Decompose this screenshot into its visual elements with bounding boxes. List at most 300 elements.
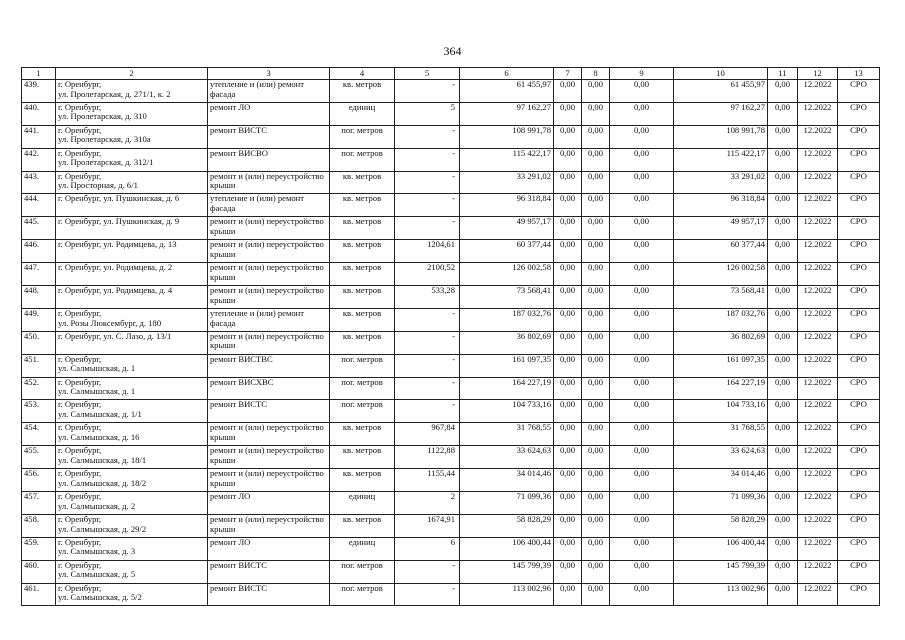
cost-col9-cell: 0,00 (610, 400, 674, 423)
funding-source-cell: СРО (838, 331, 880, 354)
cost-col7-cell: 0,00 (554, 331, 582, 354)
cost-col8-cell: 0,00 (582, 377, 610, 400)
work-type-cell: ремонт ЛО (208, 492, 330, 515)
row-number: 448. (22, 286, 56, 309)
cost-col7-cell: 0,00 (554, 80, 582, 103)
cost-col11-cell: 0,00 (768, 102, 798, 125)
quantity-cell: - (395, 354, 460, 377)
completion-date-cell: 12.2022 (798, 423, 838, 446)
cost-col9-cell: 0,00 (610, 537, 674, 560)
unit-cell: единиц (330, 492, 395, 515)
column-header: 4 (330, 68, 395, 80)
quantity-cell: - (395, 148, 460, 171)
cost-col11-cell: 0,00 (768, 194, 798, 217)
row-number: 445. (22, 217, 56, 240)
total-cost-cell: 60 377,44 (460, 240, 554, 263)
cost-col11-cell: 0,00 (768, 331, 798, 354)
work-type-cell: ремонт ЛО (208, 102, 330, 125)
cost-col8-cell: 0,00 (582, 308, 610, 331)
address-cell: г. Оренбург, ул. Салмышская, д. 1 (56, 377, 208, 400)
unit-cell: пог. метров (330, 560, 395, 583)
funding-source-cell: СРО (838, 263, 880, 286)
unit-cell: кв. метров (330, 423, 395, 446)
cost-col10-cell: 115 422,17 (674, 148, 768, 171)
cost-col10-cell: 113 002,96 (674, 583, 768, 606)
table-header (22, 68, 880, 80)
table-row (22, 514, 880, 537)
cost-col8-cell: 0,00 (582, 217, 610, 240)
address-cell: г. Оренбург, ул. Родимцева, д. 2 (56, 263, 208, 286)
completion-date-cell: 12.2022 (798, 583, 838, 606)
cost-col9-cell: 0,00 (610, 286, 674, 309)
cost-col8-cell: 0,00 (582, 446, 610, 469)
address-cell: г. Оренбург, ул. Салмышская, д. 3 (56, 537, 208, 560)
quantity-cell: - (395, 560, 460, 583)
cost-col8-cell: 0,00 (582, 80, 610, 103)
row-number: 456. (22, 469, 56, 492)
cost-col11-cell: 0,00 (768, 148, 798, 171)
address-cell: г. Оренбург, ул. Пролетарская, д. 312/1 (56, 148, 208, 171)
funding-source-cell: СРО (838, 171, 880, 194)
total-cost-cell: 73 568,41 (460, 286, 554, 309)
cost-col9-cell: 0,00 (610, 377, 674, 400)
cost-col7-cell: 0,00 (554, 446, 582, 469)
completion-date-cell: 12.2022 (798, 514, 838, 537)
total-cost-cell: 61 455,97 (460, 80, 554, 103)
total-cost-cell: 108 991,78 (460, 125, 554, 148)
cost-col11-cell: 0,00 (768, 514, 798, 537)
cost-col9-cell: 0,00 (610, 171, 674, 194)
cost-col10-cell: 108 991,78 (674, 125, 768, 148)
work-type-cell: ремонт и (или) переустройство крыши (208, 469, 330, 492)
row-number: 447. (22, 263, 56, 286)
quantity-cell: 1204,61 (395, 240, 460, 263)
work-type-cell: ремонт и (или) переустройство крыши (208, 171, 330, 194)
cost-col7-cell: 0,00 (554, 560, 582, 583)
row-number: 451. (22, 354, 56, 377)
table-row (22, 217, 880, 240)
cost-col7-cell: 0,00 (554, 377, 582, 400)
table-body (22, 80, 880, 606)
cost-col8-cell: 0,00 (582, 469, 610, 492)
cost-col10-cell: 61 455,97 (674, 80, 768, 103)
cost-col9-cell: 0,00 (610, 514, 674, 537)
cost-col10-cell: 31 768,55 (674, 423, 768, 446)
cost-col7-cell: 0,00 (554, 286, 582, 309)
total-cost-cell: 58 828,29 (460, 514, 554, 537)
cost-col9-cell: 0,00 (610, 331, 674, 354)
column-header: 3 (208, 68, 330, 80)
table-row (22, 331, 880, 354)
funding-source-cell: СРО (838, 423, 880, 446)
cost-col11-cell: 0,00 (768, 423, 798, 446)
cost-col11-cell: 0,00 (768, 377, 798, 400)
cost-col10-cell: 49 957,17 (674, 217, 768, 240)
funding-source-cell: СРО (838, 537, 880, 560)
cost-col10-cell: 34 014,46 (674, 469, 768, 492)
table-row (22, 125, 880, 148)
funding-source-cell: СРО (838, 514, 880, 537)
funding-source-cell: СРО (838, 80, 880, 103)
unit-cell: единиц (330, 102, 395, 125)
total-cost-cell: 104 733,16 (460, 400, 554, 423)
cost-col7-cell: 0,00 (554, 308, 582, 331)
column-header: 11 (768, 68, 798, 80)
cost-col9-cell: 0,00 (610, 469, 674, 492)
row-number: 441. (22, 125, 56, 148)
cost-col10-cell: 145 799,39 (674, 560, 768, 583)
total-cost-cell: 187 032,76 (460, 308, 554, 331)
row-number: 452. (22, 377, 56, 400)
work-type-cell: ремонт и (или) переустройство крыши (208, 286, 330, 309)
column-header: 13 (838, 68, 880, 80)
cost-col11-cell: 0,00 (768, 469, 798, 492)
quantity-cell: - (395, 194, 460, 217)
total-cost-cell: 164 227,19 (460, 377, 554, 400)
table-row (22, 286, 880, 309)
table-row (22, 492, 880, 515)
cost-col9-cell: 0,00 (610, 194, 674, 217)
row-number: 440. (22, 102, 56, 125)
table-row (22, 400, 880, 423)
funding-source-cell: СРО (838, 125, 880, 148)
column-header: 1 (22, 68, 56, 80)
work-type-cell: ремонт ВИСТВС (208, 354, 330, 377)
address-cell: г. Оренбург, ул. Пролетарская, д. 310 (56, 102, 208, 125)
quantity-cell: 533,28 (395, 286, 460, 309)
cost-col11-cell: 0,00 (768, 492, 798, 515)
work-type-cell: ремонт и (или) переустройство крыши (208, 331, 330, 354)
quantity-cell: - (395, 217, 460, 240)
completion-date-cell: 12.2022 (798, 194, 838, 217)
row-number: 460. (22, 560, 56, 583)
cost-col11-cell: 0,00 (768, 125, 798, 148)
total-cost-cell: 71 099,36 (460, 492, 554, 515)
cost-col10-cell: 104 733,16 (674, 400, 768, 423)
work-type-cell: ремонт и (или) переустройство крыши (208, 423, 330, 446)
cost-col8-cell: 0,00 (582, 171, 610, 194)
cost-col7-cell: 0,00 (554, 354, 582, 377)
table-row (22, 583, 880, 606)
work-type-cell: утепление и (или) ремонт фасада (208, 308, 330, 331)
cost-col7-cell: 0,00 (554, 102, 582, 125)
funding-source-cell: СРО (838, 217, 880, 240)
column-header: 12 (798, 68, 838, 80)
work-type-cell: ремонт ВИСТС (208, 560, 330, 583)
quantity-cell: 1155,44 (395, 469, 460, 492)
address-cell: г. Оренбург, ул. Салмышская, д. 5 (56, 560, 208, 583)
cost-col10-cell: 36 802,69 (674, 331, 768, 354)
cost-col9-cell: 0,00 (610, 560, 674, 583)
cost-col11-cell: 0,00 (768, 263, 798, 286)
cost-col11-cell: 0,00 (768, 354, 798, 377)
table-row (22, 148, 880, 171)
cost-col11-cell: 0,00 (768, 240, 798, 263)
cost-col11-cell: 0,00 (768, 583, 798, 606)
work-type-cell: ремонт и (или) переустройство крыши (208, 514, 330, 537)
cost-col7-cell: 0,00 (554, 171, 582, 194)
cost-col9-cell: 0,00 (610, 354, 674, 377)
cost-col11-cell: 0,00 (768, 400, 798, 423)
page-number: 364 (443, 44, 462, 58)
work-type-cell: ремонт ВИСТС (208, 583, 330, 606)
cost-col11-cell: 0,00 (768, 537, 798, 560)
cost-col8-cell: 0,00 (582, 400, 610, 423)
row-number: 450. (22, 331, 56, 354)
total-cost-cell: 33 624,63 (460, 446, 554, 469)
table-row (22, 446, 880, 469)
unit-cell: кв. метров (330, 80, 395, 103)
total-cost-cell: 36 802,69 (460, 331, 554, 354)
row-number: 442. (22, 148, 56, 171)
table-row (22, 377, 880, 400)
cost-col9-cell: 0,00 (610, 80, 674, 103)
unit-cell: пог. метров (330, 400, 395, 423)
work-type-cell: ремонт ВИСХВС (208, 377, 330, 400)
row-number: 461. (22, 583, 56, 606)
cost-col8-cell: 0,00 (582, 514, 610, 537)
cost-col8-cell: 0,00 (582, 263, 610, 286)
cost-col8-cell: 0,00 (582, 492, 610, 515)
unit-cell: единиц (330, 537, 395, 560)
address-cell: г. Оренбург, ул. Пушкинская, д. 9 (56, 217, 208, 240)
funding-source-cell: СРО (838, 194, 880, 217)
cost-col10-cell: 126 002,58 (674, 263, 768, 286)
work-type-cell: ремонт и (или) переустройство крыши (208, 217, 330, 240)
unit-cell: кв. метров (330, 286, 395, 309)
cost-col7-cell: 0,00 (554, 400, 582, 423)
quantity-cell: - (395, 308, 460, 331)
cost-col9-cell: 0,00 (610, 583, 674, 606)
completion-date-cell: 12.2022 (798, 446, 838, 469)
table-row (22, 171, 880, 194)
row-number: 454. (22, 423, 56, 446)
address-cell: г. Оренбург, ул. Пролетарская, д. 310а (56, 125, 208, 148)
work-type-cell: ремонт ЛО (208, 537, 330, 560)
column-header: 2 (56, 68, 208, 80)
table-row (22, 80, 880, 103)
row-number: 446. (22, 240, 56, 263)
cost-col8-cell: 0,00 (582, 102, 610, 125)
cost-col10-cell: 187 032,76 (674, 308, 768, 331)
quantity-cell: 967,84 (395, 423, 460, 446)
completion-date-cell: 12.2022 (798, 171, 838, 194)
cost-col8-cell: 0,00 (582, 537, 610, 560)
work-type-cell: утепление и (или) ремонт фасада (208, 194, 330, 217)
cost-col8-cell: 0,00 (582, 331, 610, 354)
work-type-cell: ремонт и (или) переустройство крыши (208, 240, 330, 263)
completion-date-cell: 12.2022 (798, 263, 838, 286)
unit-cell: пог. метров (330, 377, 395, 400)
address-cell: г. Оренбург, ул. Родимцева, д. 4 (56, 286, 208, 309)
address-cell: г. Оренбург, ул. Пушкинская, д. 6 (56, 194, 208, 217)
completion-date-cell: 12.2022 (798, 560, 838, 583)
address-cell: г. Оренбург, ул. Салмышская, д. 1/1 (56, 400, 208, 423)
column-header: 10 (674, 68, 768, 80)
table-row (22, 537, 880, 560)
cost-col10-cell: 60 377,44 (674, 240, 768, 263)
funding-source-cell: СРО (838, 377, 880, 400)
cost-col7-cell: 0,00 (554, 194, 582, 217)
cost-col8-cell: 0,00 (582, 194, 610, 217)
quantity-cell: 6 (395, 537, 460, 560)
table-row (22, 469, 880, 492)
address-cell: г. Оренбург, ул. Салмышская, д. 5/2 (56, 583, 208, 606)
unit-cell: пог. метров (330, 583, 395, 606)
cost-col7-cell: 0,00 (554, 125, 582, 148)
address-cell: г. Оренбург, ул. Розы Люксембург, д. 180 (56, 308, 208, 331)
table-row (22, 102, 880, 125)
cost-col9-cell: 0,00 (610, 492, 674, 515)
unit-cell: кв. метров (330, 263, 395, 286)
total-cost-cell: 106 400,44 (460, 537, 554, 560)
cost-col11-cell: 0,00 (768, 286, 798, 309)
completion-date-cell: 12.2022 (798, 537, 838, 560)
unit-cell: кв. метров (330, 331, 395, 354)
cost-col11-cell: 0,00 (768, 308, 798, 331)
column-header: 9 (610, 68, 674, 80)
cost-col11-cell: 0,00 (768, 446, 798, 469)
quantity-cell: - (395, 331, 460, 354)
total-cost-cell: 97 162,27 (460, 102, 554, 125)
cost-col11-cell: 0,00 (768, 171, 798, 194)
quantity-cell: 1674,91 (395, 514, 460, 537)
row-number: 444. (22, 194, 56, 217)
total-cost-cell: 31 768,55 (460, 423, 554, 446)
completion-date-cell: 12.2022 (798, 354, 838, 377)
completion-date-cell: 12.2022 (798, 80, 838, 103)
unit-cell: кв. метров (330, 217, 395, 240)
work-type-cell: ремонт и (или) переустройство крыши (208, 446, 330, 469)
quantity-cell: - (395, 377, 460, 400)
row-number: 457. (22, 492, 56, 515)
cost-col7-cell: 0,00 (554, 148, 582, 171)
funding-source-cell: СРО (838, 286, 880, 309)
cost-col10-cell: 33 624,63 (674, 446, 768, 469)
cost-col10-cell: 33 291,02 (674, 171, 768, 194)
completion-date-cell: 12.2022 (798, 125, 838, 148)
cost-col10-cell: 97 162,27 (674, 102, 768, 125)
cost-col10-cell: 164 227,19 (674, 377, 768, 400)
row-number: 443. (22, 171, 56, 194)
funding-source-cell: СРО (838, 240, 880, 263)
cost-col7-cell: 0,00 (554, 514, 582, 537)
unit-cell: кв. метров (330, 469, 395, 492)
table-row (22, 194, 880, 217)
funding-source-cell: СРО (838, 560, 880, 583)
completion-date-cell: 12.2022 (798, 240, 838, 263)
total-cost-cell: 113 002,96 (460, 583, 554, 606)
quantity-cell: 1122,88 (395, 446, 460, 469)
funding-source-cell: СРО (838, 148, 880, 171)
address-cell: г. Оренбург, ул. Салмышская, д. 1 (56, 354, 208, 377)
completion-date-cell: 12.2022 (798, 102, 838, 125)
cost-col8-cell: 0,00 (582, 286, 610, 309)
cost-col8-cell: 0,00 (582, 583, 610, 606)
row-number: 458. (22, 514, 56, 537)
quantity-cell: 2 (395, 492, 460, 515)
cost-col9-cell: 0,00 (610, 446, 674, 469)
funding-source-cell: СРО (838, 308, 880, 331)
funding-source-cell: СРО (838, 492, 880, 515)
table-row (22, 240, 880, 263)
unit-cell: кв. метров (330, 514, 395, 537)
row-number: 439. (22, 80, 56, 103)
cost-col7-cell: 0,00 (554, 469, 582, 492)
completion-date-cell: 12.2022 (798, 377, 838, 400)
cost-col10-cell: 161 097,35 (674, 354, 768, 377)
row-number: 453. (22, 400, 56, 423)
cost-col7-cell: 0,00 (554, 263, 582, 286)
total-cost-cell: 145 799,39 (460, 560, 554, 583)
cost-col9-cell: 0,00 (610, 240, 674, 263)
completion-date-cell: 12.2022 (798, 148, 838, 171)
cost-col11-cell: 0,00 (768, 217, 798, 240)
unit-cell: пог. метров (330, 354, 395, 377)
cost-col10-cell: 73 568,41 (674, 286, 768, 309)
row-number: 449. (22, 308, 56, 331)
cost-col8-cell: 0,00 (582, 125, 610, 148)
cost-col9-cell: 0,00 (610, 217, 674, 240)
total-cost-cell: 34 014,46 (460, 469, 554, 492)
cost-col9-cell: 0,00 (610, 148, 674, 171)
total-cost-cell: 96 318,84 (460, 194, 554, 217)
completion-date-cell: 12.2022 (798, 331, 838, 354)
total-cost-cell: 33 291,02 (460, 171, 554, 194)
funding-source-cell: СРО (838, 469, 880, 492)
quantity-cell: - (395, 583, 460, 606)
cost-col7-cell: 0,00 (554, 217, 582, 240)
total-cost-cell: 49 957,17 (460, 217, 554, 240)
cost-col9-cell: 0,00 (610, 308, 674, 331)
table-row (22, 263, 880, 286)
total-cost-cell: 126 002,58 (460, 263, 554, 286)
unit-cell: пог. метров (330, 148, 395, 171)
work-type-cell: ремонт ВИСВО (208, 148, 330, 171)
quantity-cell: - (395, 80, 460, 103)
completion-date-cell: 12.2022 (798, 286, 838, 309)
funding-source-cell: СРО (838, 354, 880, 377)
completion-date-cell: 12.2022 (798, 217, 838, 240)
work-type-cell: ремонт ВИСТС (208, 400, 330, 423)
cost-col8-cell: 0,00 (582, 354, 610, 377)
address-cell: г. Оренбург, ул. Просторная, д. 6/1 (56, 171, 208, 194)
column-header: 6 (460, 68, 554, 80)
work-type-cell: ремонт ВИСТС (208, 125, 330, 148)
column-header: 7 (554, 68, 582, 80)
quantity-cell: - (395, 171, 460, 194)
completion-date-cell: 12.2022 (798, 469, 838, 492)
table-row (22, 354, 880, 377)
table-row (22, 560, 880, 583)
unit-cell: кв. метров (330, 240, 395, 263)
funding-source-cell: СРО (838, 400, 880, 423)
cost-col11-cell: 0,00 (768, 560, 798, 583)
address-cell: г. Оренбург, ул. С. Лазо, д. 13/1 (56, 331, 208, 354)
row-number: 459. (22, 537, 56, 560)
cost-col11-cell: 0,00 (768, 80, 798, 103)
unit-cell: кв. метров (330, 308, 395, 331)
cost-col7-cell: 0,00 (554, 240, 582, 263)
quantity-cell: 5 (395, 102, 460, 125)
unit-cell: кв. метров (330, 194, 395, 217)
address-cell: г. Оренбург, ул. Пролетарская, д. 271/1, к. 2 (56, 80, 208, 103)
register-table (21, 67, 880, 606)
unit-cell: пог. метров (330, 125, 395, 148)
unit-cell: кв. метров (330, 171, 395, 194)
cost-col8-cell: 0,00 (582, 423, 610, 446)
address-cell: г. Оренбург, ул. Салмышская, д. 18/1 (56, 446, 208, 469)
